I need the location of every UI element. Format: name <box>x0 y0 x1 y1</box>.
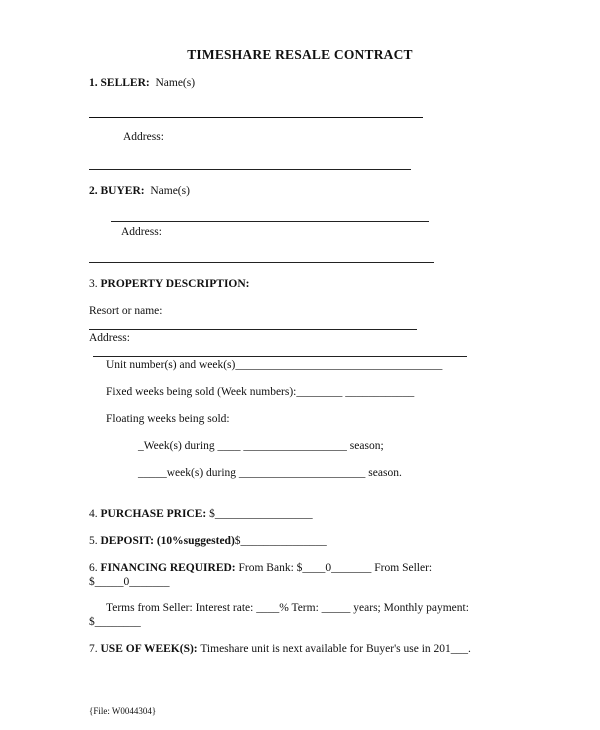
seller-address-label: Address: <box>123 131 164 143</box>
file-reference-footer: {File: W0044304} <box>89 706 157 716</box>
financing-row <box>89 562 432 574</box>
seller-name-line[interactable] <box>89 117 423 118</box>
financing-number: 6. <box>89 562 98 574</box>
resort-line[interactable] <box>89 329 417 330</box>
use-of-weeks-text[interactable]: Timeshare unit is next available for Buyer's use in 201___. <box>200 643 471 655</box>
deposit-field[interactable]: $_______________ <box>234 535 327 547</box>
buyer-name-line[interactable] <box>111 221 429 222</box>
fixed-weeks-field[interactable]: Fixed weeks being sold (Week numbers):________ ____________ <box>106 386 415 398</box>
use-number: 7. <box>89 643 98 655</box>
use-of-weeks-row <box>89 643 471 655</box>
monthly-payment-field[interactable]: $________ <box>89 616 141 628</box>
page-title: TIMESHARE RESALE CONTRACT <box>187 47 413 62</box>
seller-names-label: Name(s) <box>155 77 196 89</box>
floating-weeks-field-1[interactable]: _Week(s) during ____ __________________ season; <box>138 440 384 452</box>
financing-heading: FINANCING REQUIRED: <box>100 562 236 574</box>
seller-terms-field[interactable]: Terms from Seller: Interest rate: ____% Term: _____ years; Monthly payment: <box>106 602 469 614</box>
deposit-row <box>89 535 327 547</box>
purchase-number: 4. <box>89 508 98 520</box>
purchase-price-row <box>89 508 313 520</box>
buyer-address-line[interactable] <box>89 262 434 263</box>
resort-label: Resort or name: <box>89 305 163 317</box>
seller-address-line[interactable] <box>89 169 411 170</box>
buyer-names-label: Name(s) <box>150 185 190 197</box>
financing-seller-amount-field[interactable]: $_____0_______ <box>89 576 170 588</box>
buyer-heading: 2. BUYER: <box>89 185 145 197</box>
unit-weeks-field[interactable]: Unit number(s) and week(s)____________________________________ <box>106 359 443 371</box>
floating-weeks-label: Floating weeks being sold: <box>106 413 230 425</box>
deposit-heading: DEPOSIT: (10%suggested) <box>100 535 235 547</box>
property-number: 3. <box>89 278 98 290</box>
seller-heading: 1. SELLER: <box>89 77 150 89</box>
property-address-label: Address: <box>89 332 130 344</box>
buyer-address-label: Address: <box>121 226 162 238</box>
purchase-price-field[interactable]: $_________________ <box>209 508 313 520</box>
property-heading: PROPERTY DESCRIPTION: <box>100 278 250 290</box>
property-address-line[interactable] <box>93 356 467 357</box>
financing-bank-seller-field[interactable]: From Bank: $____0_______ From Seller: <box>238 562 433 574</box>
floating-weeks-field-2[interactable]: _____week(s) during ______________________ season. <box>138 467 402 479</box>
deposit-number: 5. <box>89 535 98 547</box>
use-of-weeks-heading: USE OF WEEK(S): <box>100 643 198 655</box>
purchase-price-heading: PURCHASE PRICE: <box>100 508 207 520</box>
